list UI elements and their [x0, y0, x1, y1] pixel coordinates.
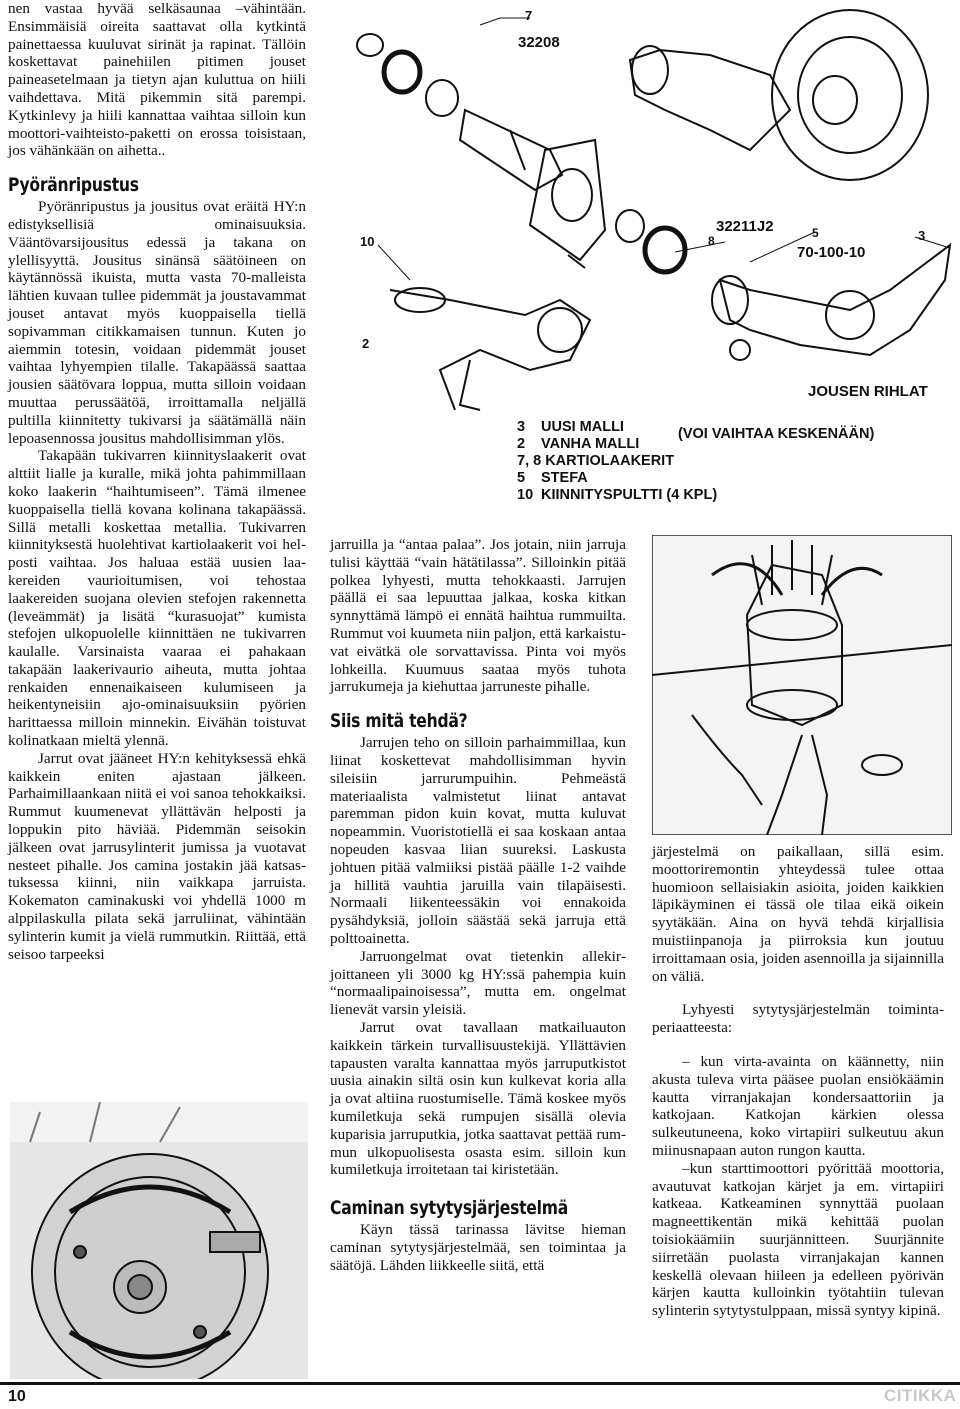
legend-item: 5 STEFA	[517, 470, 588, 486]
magazine-brand: CITIKKA	[884, 1386, 957, 1405]
col2-paragraph-3: Jarruongelmat ovat tietenkin allekirjoittaneen yli 3000 kg HY:ssä pahempia kuin “normaalipainoisessa”, mutta em. ongelmat lienevät varsin yleisiä.	[330, 947, 626, 1019]
seal-ring-shape	[384, 52, 420, 92]
callout-7: 7	[525, 8, 533, 23]
upper-right-arm-shape	[630, 50, 790, 150]
lower-right-arm-shape	[720, 245, 950, 355]
brake-drum-shape	[772, 10, 928, 180]
section-heading-pyoranripustus: Pyöränripustus	[8, 174, 139, 197]
page-number: 10	[8, 1388, 26, 1405]
suspension-diagram	[330, 0, 960, 420]
col2-paragraph-1: jarruilla ja “antaa palaa”. Jos jotain, niin jarruja tulisi käyttää “vain hätätilassa”. Silloinkin pitää polkea lyhyesti, mutta tehokkaasti. Jarrujen päällä ei saa lepuuttaa jalkaa, koska kitkan synnyttämä lämpö ei ennätä haihtua rummuilta. Rummut voi kuumeta niin paljon, että karkaistuvat eivätkä ole sorvattavissa. Pinta voi myös lohkeilla. Kuumuus saataa myös tuhota jarrukumeja ja kiehuttaa jarruneste pihalle.	[330, 536, 626, 696]
column-3	[652, 843, 944, 1320]
part-number-70-100-10: 70-100-10	[797, 244, 866, 261]
section-heading-caminan-sytytysjarjestelma: Caminan sytytysjärjestelmä	[330, 1197, 568, 1220]
bearing-shape	[426, 80, 458, 116]
flange-plate-shape	[530, 140, 605, 260]
footer-rule	[0, 1382, 960, 1385]
col3-paragraph-1: järjestelmä on paikallaan, sillä esim. moottoriremontin yhteydessä tulee ottaa huomioon sellaisiakin asioita, joiden kaikkien läpikäyminen ei tässä ole tilaa eikä oikein syytäkään. Aina on hyvä tehdä kirjallisia muistiinpanoja ja piirroksia kun joutuu irroittamaan osia, joiden asennoilla ja sijainnilla on väliä.	[652, 843, 944, 985]
column-1	[8, 0, 306, 963]
part-number-32208: 32208	[518, 34, 560, 51]
col3-paragraph-2: Lyhyesti sytytysjärjestelmän toimintaperiaatteesta:	[652, 1001, 944, 1037]
legend-item: 10 KIINNITYSPULTTI (4 KPL)	[517, 487, 718, 503]
legend-item: 3 UUSI MALLI	[517, 419, 624, 435]
nut-shape	[357, 34, 383, 56]
callout-2: 2	[362, 336, 370, 351]
callout-5: 5	[812, 226, 819, 240]
col2-paragraph-2: Jarrujen teho on silloin parhaimmillaa, kun liinat koskettevat mahdollisimman hyvin sileisiin jarrurumpuihin. Pehmeästä materiaalista valmistetut liinat antavat paremman pidon kuin kovat, mutta kuluvat nopeammin. Vuoristotiellä ei saa koskaan antaa nopeuden kasvaa liian suureksi. Laskusta johtuen pitää valmiiksi pistää päälle 1-2 vaihde ja hillitä vauhtia jaruilla vain tilapäisesti. Normaali liikenteessäkin voi ennakoida pysähdyksiä, jolloin säästää sekä jarruja että polttoainetta.	[330, 734, 626, 947]
distributor-drawing	[652, 535, 952, 835]
callout-line-10	[378, 245, 410, 280]
middle-seal-shape	[645, 228, 685, 272]
col1-paragraph-3: Takapään tukivarren kiinnityslaakerit ovat alttiit lialle ja kuralle, mikä johta pahimmillaan koko laakerin “haihtumiseen”. Tämä ilmenee kuoppaisella tiellä kovana kolinana takapäässä. Sillä metalli koskettaa metallia. Tukivarren kiinnityksestä huolehtivat kartiolaakerit voi helposti vaihtaa. Jos haluaa estää uusien laakereiden vaurioitumisen, voi tehostaa laakereiden suojana olevien stefojen rakennetta (leveämmät) ja lisätä “kurasuojat” kumista stefojen ulkopuolelle kiinnittäen ne tukivarren kaulalle. Varsinaista vaaraa ei pahakaan takapään laakerivaurio aiheuta, mutta johtaa renkaiden ennenaikaiseen kulumiseen ja heikentyneisiin ajo-ominaisuuksiin pyörien harittaessa milloin minnekin. Eivähän toistuvat kolinatkaan mieltä ylennä.	[8, 447, 306, 750]
legend-item: 2 VANHA MALLI	[517, 436, 640, 452]
col3-paragraph-4: –kun starttimoottori pyörittää moottoria, avautuvat katkojan kärjet ja em. virtapiiri katkeaa. Katkeaminen synnyttää puolaan magneettikentän mikä kehittää puolan toisiokäämiin suurjännitteen. Suurjännite siirretään puolasta virranjakajan kannen keskellä olevaan hiileen ja edelleen pyörivän kärjen kautta kulloinkin työtahtiin tulevan sylinterin sytytystulppaan, missä syntyy kipinä.	[652, 1159, 944, 1320]
col2-paragraph-4: Jarrut ovat tavallaan matkailuauton kaikkein tärkein turvallisuustekijä. Yllättävien tapausten varalta kannattaa myös jarruputkistot uusia ainakin siltä osin kun kulkevat koria alla ja ovat altiina ruostumiselle. Tämä koskee myös kumiletkuja sekä rumpujen sisällä olevia kuparisia jarruputkia, jotka saattavat pettää rummun ulkopuolisesta osasta esim. silloin kun kumiletkuja irroitetaan tai kiristetään.	[330, 1018, 626, 1179]
middle-bearing-shape	[616, 210, 644, 242]
section-heading-siis-mita-tehda: Siis mitä tehdä?	[330, 710, 468, 733]
brake-assembly-drawing	[10, 1102, 308, 1379]
column-2	[330, 536, 626, 1274]
callout-10: 10	[360, 234, 375, 249]
callout-8: 8	[708, 234, 715, 248]
col3-paragraph-3: – kun virta-avainta on käännetty, niin akusta tuleva virta pääsee puolan ensiökäämin kautta virranjakajan kondersaattoriin ja katkojaan. Katkojan kärkien olessa sulkeutuneena, koko virtapiiri sulkeutuu akun miinusnapaan auton rungon kautta.	[652, 1052, 944, 1159]
col2-paragraph-5: Käyn tässä tarinassa lävitse hieman caminan sytytysjärjestelmää, sen toimintaa ja säätöjä. Lähden liikkeelle siitä, että	[330, 1221, 626, 1274]
callout-3: 3	[918, 228, 926, 243]
col1-paragraph-4: Jarrut ovat jääneet HY:n kehityksessä ehkä kaikkein eniten ajastaan jälkeen. Parhaimillaankaan niitä ei voi sanoa tehokkaiksi. Rummut kuumenevat yllättävän helposti ja loppukin pito häviää. Pidemmän seisokin jälkeen ovat jarrusylinterit jumissa ja vuotavat nesteet pihalle. Jos camina jostakin jää katsastuksessa kiinni, niin vaikkapa jarruista. Kokematon caminakuski voi yhdellä 1000 m alppilaskulla pilata sekä jarruliinat, vähintään sylinterin kumit ja vielä rummutkin. Riittää, että seisoo tarpeeksi	[8, 749, 306, 963]
col1-paragraph-1: nen vastaa hyvää selkäsaunaa –vähintään. Ensimmäisiä oireita saattavat olla kytkintä painettaessa kuuluvat sirinät ja rapinat. Tällöin koskettavat painehiilen pitimen jouset paineasetelmaan ja tietyn ajan kuluttua on hiili vaihdettava. Mitä pikemmin sitä parempi. Kytkinlevy ja hiili kannattaa vaihtaa silloin kun moottori-vaihteisto-paketti on erossa toisistaan, jos vähänkään on aihetta..	[8, 0, 306, 160]
callout-line-7	[480, 18, 530, 25]
legend-item: 7, 8 KARTIOLAAKERIT	[517, 453, 675, 469]
jousen-rihlat-label: JOUSEN RIHLAT	[808, 383, 928, 400]
part-number-32211j2: 32211J2	[716, 218, 774, 235]
legend-note: (VOI VAIHTAA KESKENÄÄN)	[678, 426, 875, 442]
col1-paragraph-2: Pyöränripustus ja jousitus ovat eräitä HY:n edistyksellisiä ominaisuuksia. Vääntövarsijousitus edessä ja takana on ylellisyyttä. Jousitus sinänsä säätöineen on käytännössä ikuista, mutta vasta 70-malleista lähtien kuvaan tullee pidemmät ja joustavammat jouset antavat myös kuoppaisella tiellä sopivamman citikkamaisen tunnun. Kuten jo aiemmin totesin, voidaan pidemmät jouset vaihtaa lyhyempien tilalle. Takapäässä saattaa jousien säätövara loppua, mutta silloin voidaan muuttaa perussäätöä, irroittamalla neljällä pultilla kiinnitetty tukivarsi ja säätämällä näin lepoasennossa jousitus mahdollisimman ylös.	[8, 198, 306, 447]
